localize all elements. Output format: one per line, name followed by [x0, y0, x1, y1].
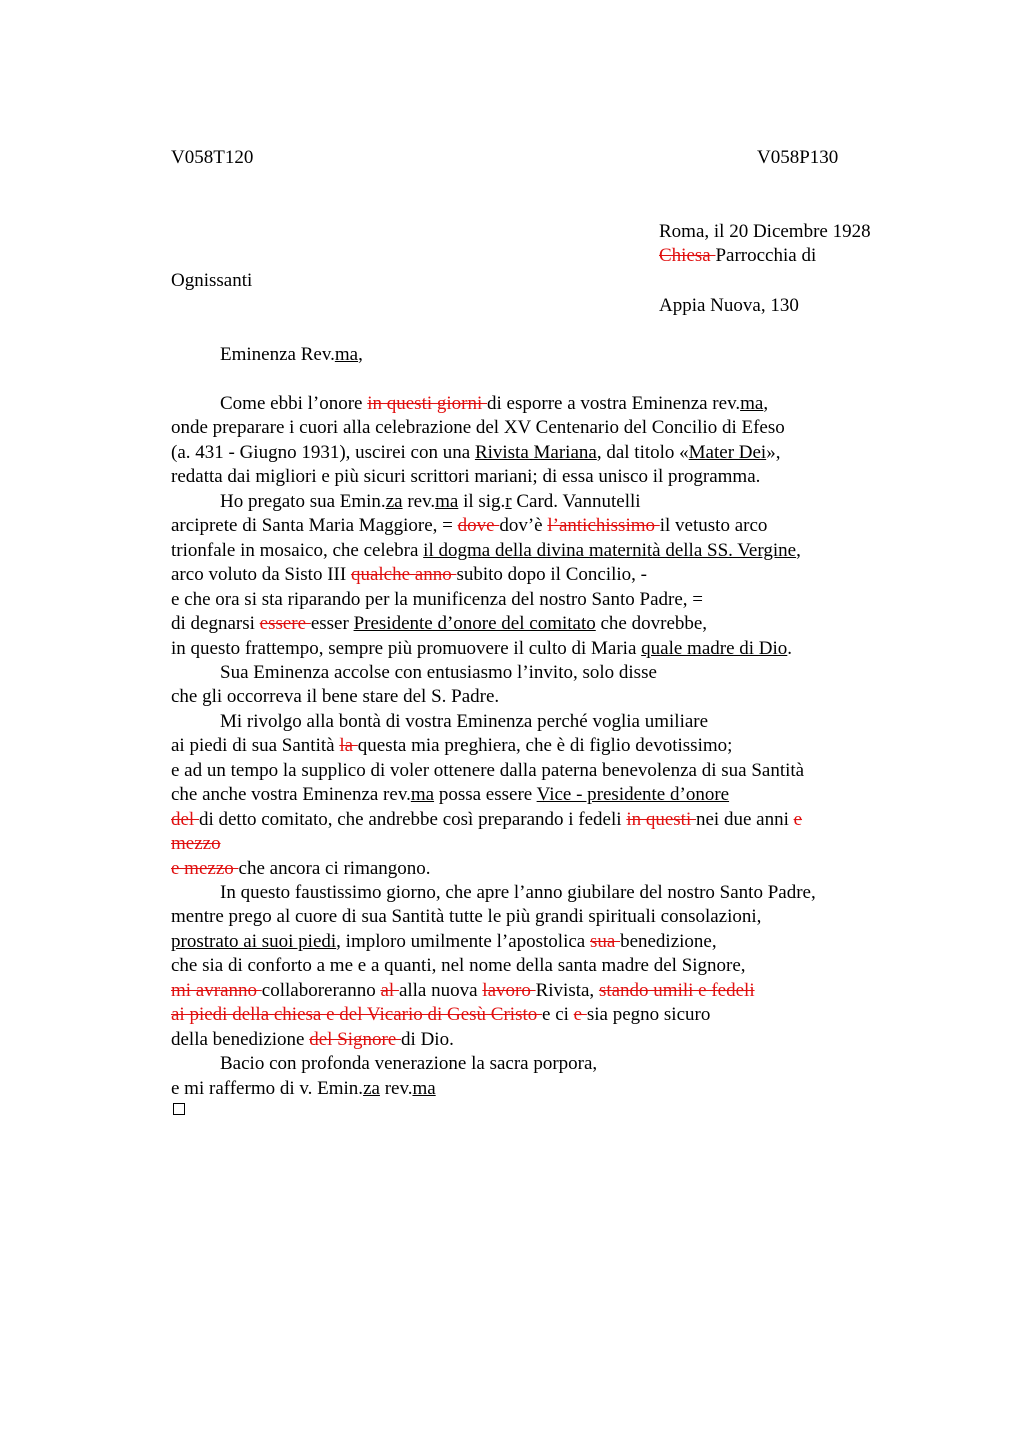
address-line: Ognissanti: [171, 270, 253, 291]
body-line: [171, 685, 499, 709]
body-line: [171, 441, 780, 465]
deleted-text: l’antichissimo: [547, 515, 660, 536]
body-text: il vetusto arco: [659, 515, 768, 536]
deleted-text: mi avranno: [171, 980, 262, 1001]
body-line: [220, 661, 657, 685]
underlined-text: ma: [410, 784, 435, 805]
deleted-text: al: [380, 980, 399, 1001]
underlined-text: ma: [412, 1078, 436, 1099]
body-text: sia pegno sicuro: [586, 1004, 711, 1025]
body-text: che sia di conforto a me e a quanti, nel nome della santa madre del Signore,: [171, 955, 746, 976]
body-text: in questo frattempo, sempre più promuovere il culto di Maria: [171, 638, 642, 659]
salutation: [220, 343, 363, 367]
underlined-text: prostrato ai suoi piedi: [171, 931, 337, 952]
body-text: ,: [796, 540, 801, 561]
body-line: [220, 881, 816, 905]
body-line: [171, 954, 746, 978]
header-left-code: V058T120: [171, 147, 254, 168]
body-line: [220, 490, 641, 514]
deleted-text: ai piedi della chiesa e del Vicario di Gesù Cristo: [171, 1004, 543, 1025]
body-line: [220, 710, 708, 734]
body-line: [171, 734, 732, 758]
body-line: [171, 759, 804, 783]
body-line: [171, 905, 761, 929]
underlined-text: Vice - presidente d’onore: [536, 784, 730, 805]
body-text: benedizione,: [620, 931, 717, 952]
body-text: della benedizione: [171, 1029, 310, 1050]
body-text: ,: [763, 393, 769, 414]
body-text: nei due anni: [695, 809, 794, 830]
deleted-text: in questi giorni: [367, 393, 488, 414]
body-text: »,: [766, 442, 781, 463]
address-text: Parrocchia di: [715, 245, 817, 266]
body-text: Bacio con profonda venerazione la sacra porpora,: [220, 1053, 598, 1074]
body-text: e mi raffermo di v. Emin.: [171, 1078, 364, 1099]
body-line: [171, 637, 792, 661]
deleted-text: e: [793, 809, 803, 830]
body-text: onde preparare i cuori alla celebrazione del XV Centenario del Concilio di Efeso: [171, 417, 785, 438]
underlined-text: il dogma della divina maternità della SS. Vergine: [423, 540, 797, 561]
body-text: Come ebbi l’onore: [220, 393, 368, 414]
body-text: arciprete di Santa Maria Maggiore, =: [171, 515, 458, 536]
body-line: [171, 832, 221, 856]
body-text: che gli occorreva il bene stare del S. Padre.: [171, 686, 500, 707]
body-text: In questo faustissimo giorno, che apre l’anno giubilare del nostro Santo Padre,: [220, 882, 816, 903]
body-text: , imploro umilmente l’apostolica: [336, 931, 590, 952]
underlined-text: za: [363, 1078, 380, 1099]
body-text: ai piedi di sua Santità: [171, 735, 340, 756]
deleted-text: stando umili e fedeli: [598, 980, 755, 1001]
body-text: arco voluto da Sisto III: [171, 564, 351, 585]
deleted-text: e mezzo: [171, 858, 239, 879]
body-text: rev.: [402, 491, 436, 512]
body-text: e ci: [542, 1004, 574, 1025]
salutation-trail: ,: [358, 344, 363, 365]
body-line: [171, 563, 647, 587]
body-text: possa essere: [434, 784, 537, 805]
body-text: mentre prego al cuore di sua Santità tutte le più grandi spirituali consolazioni,: [171, 906, 762, 927]
deleted-text: essere: [259, 613, 311, 634]
body-line: [171, 1003, 710, 1027]
header-right-code: V058P130: [757, 147, 839, 168]
body-line: [171, 930, 717, 954]
deleted-text: e: [573, 1004, 587, 1025]
body-text: che anche vostra Eminenza rev.: [171, 784, 411, 805]
body-line: [171, 514, 767, 538]
address-line: [659, 244, 816, 268]
body-text: (a. 431 - Giugno 1931), uscirei con una: [171, 442, 475, 463]
body-text: Ho pregato sua Emin.: [220, 491, 386, 512]
body-line: [171, 979, 755, 1003]
deleted-text: la: [339, 735, 358, 756]
body-text: e che ora si sta riparando per la munificenza del nostro Santo Padre, =: [171, 589, 703, 610]
underlined-text: ma: [740, 393, 764, 414]
address-line: Appia Nuova, 130: [659, 295, 799, 316]
body-line: [220, 392, 768, 416]
body-line: [220, 1052, 597, 1076]
body-text: il sig.: [458, 491, 506, 512]
underlined-text: Presidente d’onore del comitato: [353, 613, 596, 634]
underlined-text: ma: [435, 491, 459, 512]
salutation-text: Eminenza Rev.: [220, 344, 335, 365]
body-text: di degnarsi: [171, 613, 260, 634]
body-text: che dovrebbe,: [595, 613, 708, 634]
body-text: collaboreranno: [261, 980, 381, 1001]
deleted-text: del: [171, 809, 199, 830]
body-line: [171, 1077, 436, 1101]
body-text: dov’è: [499, 515, 548, 536]
body-text: e ad un tempo la supplico di voler ottenere dalla paterna benevolenza di sua Santità: [171, 760, 805, 781]
body-text: , dal titolo «: [596, 442, 689, 463]
body-line: [171, 1028, 454, 1052]
body-line: [171, 416, 785, 440]
underlined-text: r: [505, 491, 512, 512]
body-line: [171, 539, 801, 563]
underlined-text: ma: [334, 344, 359, 365]
deleted-text: del Signore: [309, 1029, 402, 1050]
body-text: esser: [310, 613, 354, 634]
body-text: rev.: [379, 1078, 413, 1099]
body-text: che ancora ci rimangono.: [238, 858, 431, 879]
underlined-text: za: [385, 491, 403, 512]
body-line: [171, 588, 703, 612]
body-line: [171, 857, 431, 881]
deleted-text: Chiesa: [659, 245, 716, 266]
underlined-text: Mater Dei: [688, 442, 767, 463]
body-text: questa mia preghiera, che è di figlio devotissimo;: [357, 735, 733, 756]
body-text: redatta dai migliori e più sicuri scrittori mariani; di essa unisco il programma.: [171, 466, 761, 487]
deleted-text: qualche anno: [350, 564, 457, 585]
body-text: di Dio.: [401, 1029, 454, 1050]
deleted-text: in questi: [626, 809, 696, 830]
body-text: subito dopo il Concilio, -: [456, 564, 647, 585]
body-text: alla nuova: [398, 980, 483, 1001]
body-text: Mi rivolgo alla bontà di vostra Eminenza perché voglia umiliare: [220, 711, 709, 732]
body-text: trionfale in mosaico, che celebra: [171, 540, 424, 561]
deleted-text: sua: [589, 931, 621, 952]
underlined-text: quale madre di Dio: [641, 638, 788, 659]
body-text: Sua Eminenza accolse con entusiasmo l’invito, solo disse: [220, 662, 657, 683]
letter-date: Roma, il 20 Dicembre 1928: [659, 221, 871, 242]
body-line: [171, 808, 802, 832]
checkbox-symbol: [173, 1103, 185, 1115]
body-text: di detto comitato, che andrebbe così preparando i fedeli: [198, 809, 627, 830]
body-text: di esporre a vostra Eminenza rev.: [487, 393, 741, 414]
underlined-text: Rivista Mariana: [474, 442, 597, 463]
body-text: Card. Vannutelli: [511, 491, 641, 512]
body-line: [171, 612, 707, 636]
body-text: .: [787, 638, 793, 659]
deleted-text: mezzo: [171, 833, 221, 854]
deleted-text: dove: [457, 515, 500, 536]
body-line: [171, 465, 760, 489]
body-text: Rivista,: [535, 980, 599, 1001]
deleted-text: lavoro: [482, 980, 536, 1001]
body-line: [171, 783, 729, 807]
